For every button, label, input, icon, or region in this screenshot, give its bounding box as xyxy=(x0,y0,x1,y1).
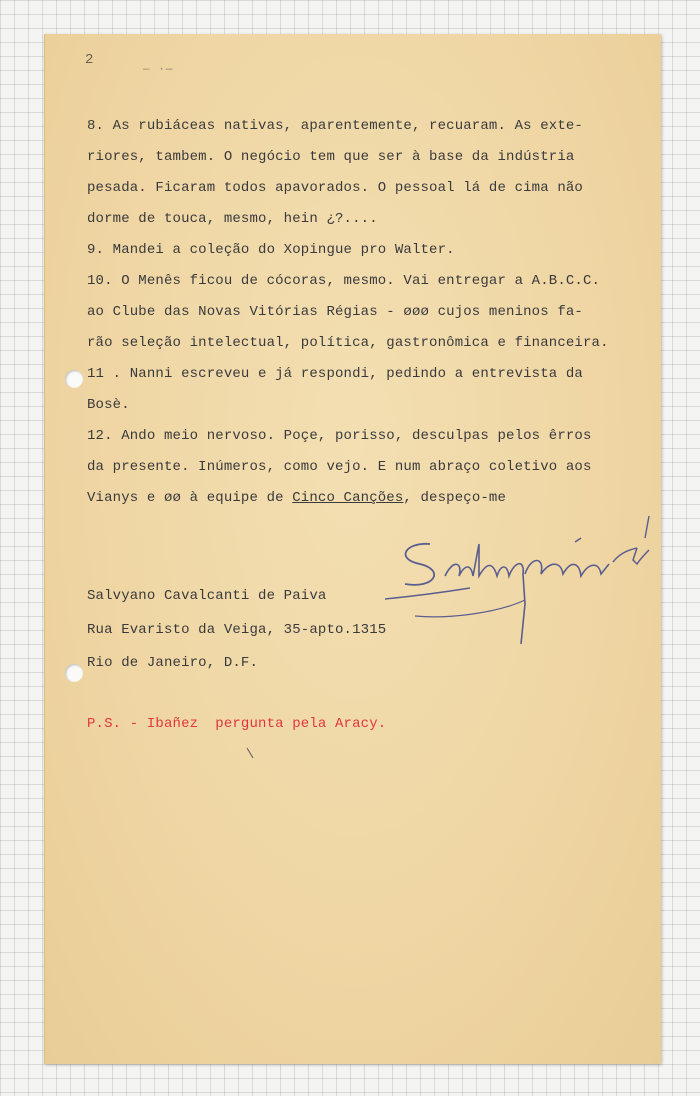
closing-before: Vianys e øø à equipe de xyxy=(87,490,293,506)
body-line: ao Clube das Novas Vitórias Régias - øøø cujos meninos fa- xyxy=(87,304,583,320)
punch-hole xyxy=(65,370,83,388)
body-line: dorme de touca, mesmo, hein ¿?.... xyxy=(87,211,378,227)
sender-city: Rio de Janeiro, D.F. xyxy=(87,655,259,671)
pen-mark xyxy=(245,746,255,760)
body-line: 10. O Menês ficou de cócoras, mesmo. Vai entregar a A.B.C.C. xyxy=(87,273,601,289)
punch-hole xyxy=(65,664,83,682)
header-smudge: — ·— xyxy=(143,64,174,76)
body-line: 9. Mandei a coleção do Xopingue pro Walter. xyxy=(87,242,455,258)
body-line: pesada. Ficaram todos apavorados. O pessoal lá de cima não xyxy=(87,180,583,196)
page-number: 2 xyxy=(85,52,94,68)
body-line: 11 . Nanni escreveu e já respondi, pedindo a entrevista da xyxy=(87,366,583,382)
body-line: 12. Ando meio nervoso. Poçe, porisso, desculpas pelos êrros xyxy=(87,428,592,444)
title-cinco-cancoes: Cinco Canções xyxy=(292,490,404,506)
body-line: Bosè. xyxy=(87,397,130,413)
body-line: rão seleção intelectual, política, gastronômica e financeira. xyxy=(87,335,609,351)
sender-name: Salvyano Cavalcanti de Paiva xyxy=(87,588,327,604)
body-line: da presente. Inúmeros, como vejo. E num abraço coletivo aos xyxy=(87,459,592,475)
sender-street: Rua Evaristo da Veiga, 35-apto.1315 xyxy=(87,622,387,638)
closing-after: , despeço-me xyxy=(403,490,507,506)
letter-page xyxy=(44,34,661,1064)
postscript: P.S. - Ibañez pergunta pela Aracy. xyxy=(87,716,387,732)
body-line: riores, tambem. O negócio tem que ser à base da indústria xyxy=(87,149,575,165)
handwritten-signature xyxy=(375,504,655,644)
body-line: 8. As rubiáceas nativas, aparentemente, recuaram. As exte- xyxy=(87,118,583,134)
